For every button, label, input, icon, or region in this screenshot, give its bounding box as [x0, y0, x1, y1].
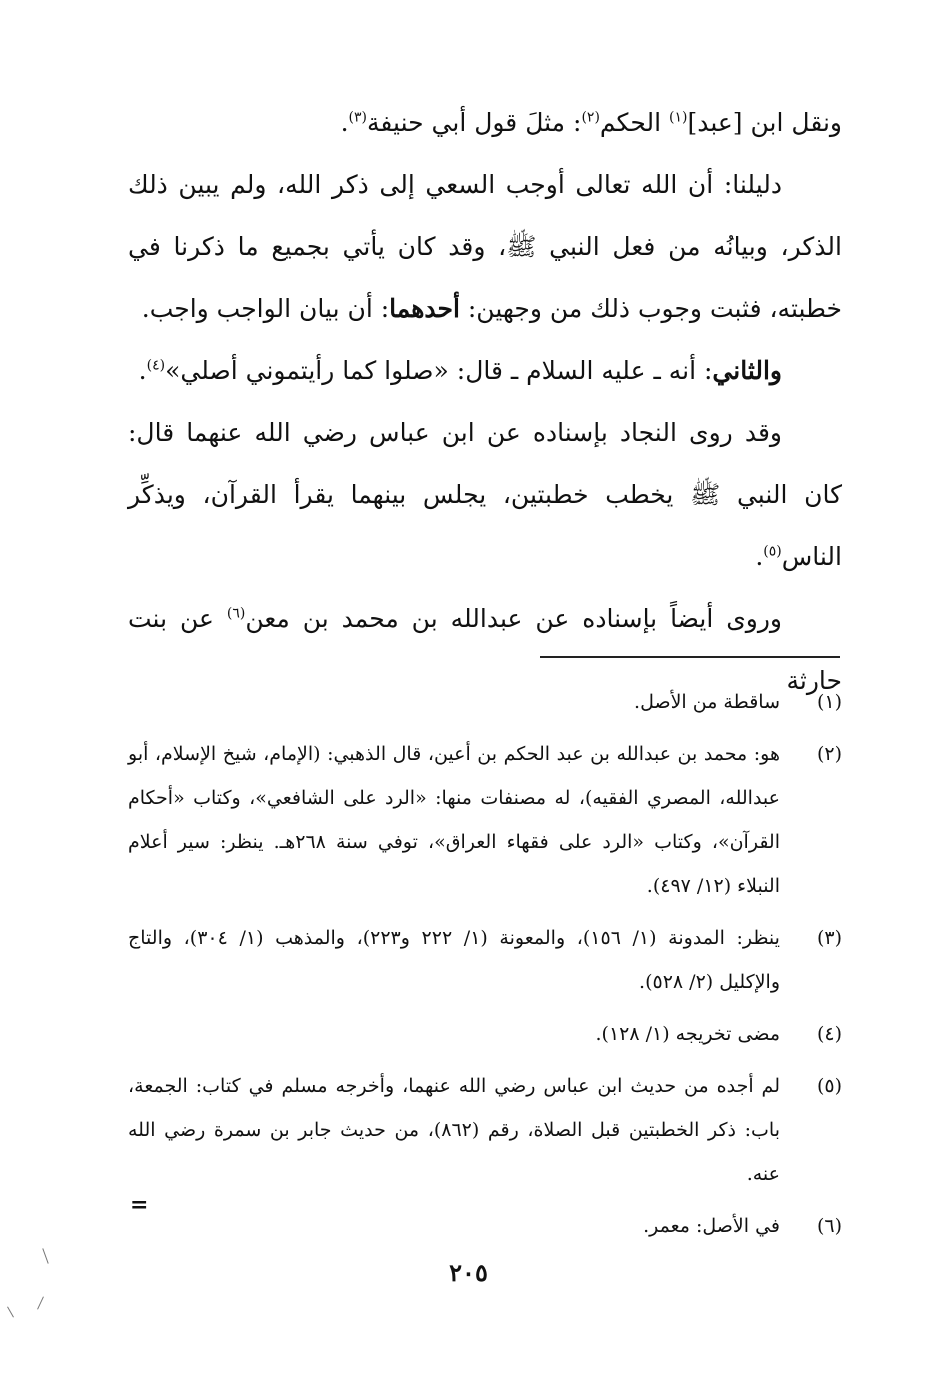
- footnote-ref-2: (٢): [581, 109, 600, 126]
- footnote-number: (١): [816, 691, 842, 713]
- footnote-item: [128, 732, 842, 908]
- footnote-text: ينظر: المدونة (١/ ١٥٦)، والمعونة (١/ ٢٢٢ و٢٢٣)، والمذهب (١/ ٣٠٤)، والتاج والإكليل (٢/ ٥٢٨).: [128, 927, 780, 993]
- bold-term: والثاني: [712, 356, 782, 385]
- continuation-mark: =: [130, 1192, 149, 1218]
- scan-artifact: [37, 1296, 44, 1309]
- page-number: ٢٠٥: [449, 1258, 488, 1287]
- paragraph-text: : مثلَ قول أبي حنيفة: [366, 108, 582, 137]
- paragraph-text: : أنه ـ عليه السلام ـ قال: «صلوا كما رأيتموني أصلي»: [165, 356, 713, 385]
- paragraph-text: وروى أيضاً بإسناده عن عبدالله بن محمد بن معن: [245, 604, 782, 633]
- paragraph-text: .: [340, 108, 349, 137]
- paragraph-1: [128, 92, 842, 154]
- footnote-item: [128, 916, 842, 1004]
- footnote-item: [128, 680, 842, 724]
- footnote-number: (٣): [816, 927, 842, 949]
- footnote-number: (٤): [816, 1023, 842, 1045]
- footnote-number: (٢): [816, 743, 842, 765]
- footnote-item: [128, 1204, 842, 1248]
- footnote-ref-4: (٤): [146, 357, 166, 374]
- footnote-number: (٥): [816, 1075, 842, 1097]
- footnote-ref-1: (١): [669, 109, 688, 126]
- paragraph-text: ونقل ابن [عبد]: [687, 108, 842, 137]
- footnote-text: لم أجده من حديث ابن عباس رضي الله عنهما، وأخرجه مسلم في كتاب: الجمعة، باب: ذكر الخطبتين قبل الصلاة، رقم (٨٦٢)، من حديث جابر بن سمرة رضي الله عنه.: [128, 1075, 780, 1185]
- paragraph-text: وقد روى النجاد بإسناده عن ابن عباس رضي الله عنهما قال: كان النبي ﷺ يخطب خطبتين، يجلس بينهما يقرأ القرآن، ويذكِّر الناس: [128, 418, 842, 571]
- footnote-item: [128, 1064, 842, 1196]
- footnote-ref-6: (٦): [226, 605, 246, 622]
- paragraph-2: [128, 154, 842, 340]
- scan-artifact: [7, 1307, 14, 1318]
- footnote-ref-5: (٥): [763, 543, 782, 560]
- paragraph-text: .: [755, 542, 764, 571]
- paragraph-text: : أن بيان الواجب واجب.: [141, 294, 390, 323]
- footnote-ref-3: (٣): [348, 109, 367, 126]
- footnote-text: في الأصل: معمر.: [643, 1215, 780, 1237]
- paragraph-text: عن بنت حارثة: [128, 604, 842, 695]
- footnotes: [128, 680, 842, 1256]
- paragraph-4: [128, 402, 842, 588]
- paragraph-text: الحكم: [599, 108, 669, 137]
- footnote-divider: [540, 656, 840, 658]
- paragraph-3: [128, 340, 842, 402]
- footnote-text: هو: محمد بن عبدالله بن عبد الحكم بن أعين، قال الذهبي: (الإمام، شيخ الإسلام، أبو عبدالله، المصري الفقيه)، له مصنفات منها: «الرد على الشافعي»، وكتاب «أحكام القرآن»، وكتاب «الرد على فقهاء العراق»، توفي سنة ٢٦٨هـ. ينظر: سير أعلام النبلاء (١٢/ ٤٩٧).: [128, 743, 781, 897]
- bold-term: أحدهما: [389, 294, 460, 323]
- main-text: [128, 92, 842, 712]
- footnote-text: ساقطة من الأصل.: [634, 691, 780, 713]
- footnote-number: (٦): [816, 1215, 842, 1237]
- footnote-item: [128, 1012, 842, 1056]
- footnote-text: مضى تخريجه (١/ ١٢٨).: [595, 1023, 780, 1045]
- paragraph-text: دليلنا: أن الله تعالى أوجب السعي إلى ذكر الله، ولم يبين ذلك الذكر، وبيانُه من فعل النبي ﷺ، وقد كان يأتي بجميع ما ذكرنا في خطبته، فثبت وجوب ذلك من وجهين:: [128, 170, 842, 323]
- paragraph-text: .: [138, 356, 147, 385]
